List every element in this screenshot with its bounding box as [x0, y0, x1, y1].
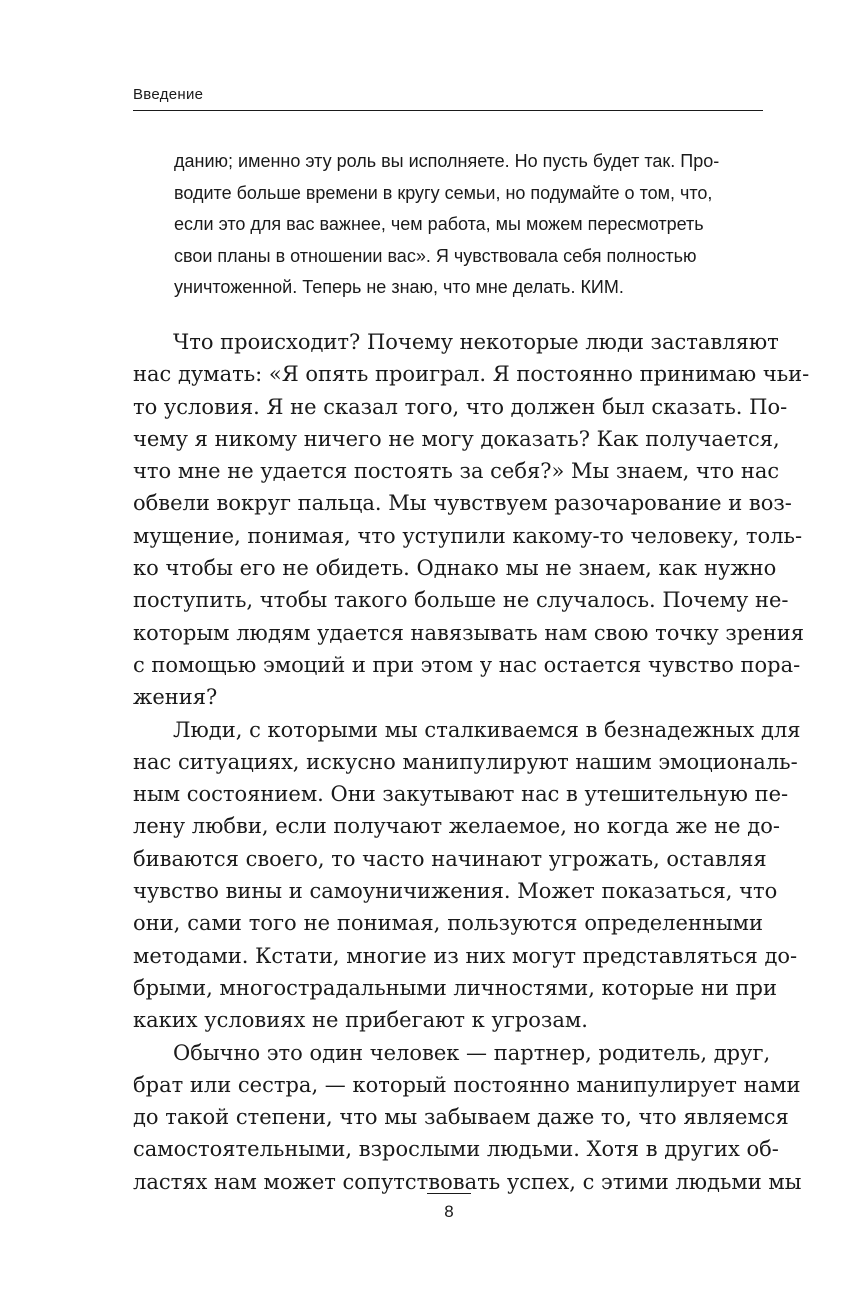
text-line: ластях нам может сопутствовать успех, с этими людьми мы — [133, 1169, 802, 1194]
text-line: мущение, понимая, что уступили какому-то человеку, толь- — [133, 523, 803, 548]
header-rule — [133, 110, 763, 111]
quote-line: свои планы в отношении вас». Я чувствовала себя полностью — [174, 245, 697, 266]
text-line: обвели вокруг пальца. Мы чувствуем разочарование и воз- — [133, 491, 792, 516]
text-line: нас ситуациях, искусно манипулируют нашим эмоциональ- — [133, 749, 798, 774]
text-line: что мне не удается постоять за себя?» Мы знаем, что нас — [133, 459, 780, 484]
text-line: чувство вины и самоуничижения. Может показаться, что — [133, 879, 778, 904]
text-line: чему я никому ничего не могу доказать? Как получается, — [133, 426, 780, 451]
text-line: которым людям удается навязывать нам свою точку зрения — [133, 620, 804, 645]
paragraph-3 — [133, 1037, 802, 1198]
text-line: самостоятельными, взрослыми людьми. Хотя в других об- — [133, 1137, 779, 1162]
text-line: жения? — [133, 685, 218, 710]
text-line: ным состоянием. Они закутывают нас в утешительную пе- — [133, 782, 789, 807]
quote-line: если это для вас важнее, чем работа, мы можем пересмотреть — [174, 214, 704, 234]
paragraph-2 — [133, 714, 801, 1037]
text-line: нас думать: «Я опять проиграл. Я постоянно принимаю чьи- — [133, 362, 810, 387]
text-line: с помощью эмоций и при этом у нас остается чувство пора- — [133, 652, 801, 677]
text-line: Что происходит? Почему некоторые люди заставляют — [173, 330, 779, 354]
text-line: методами. Кстати, многие из них могут представляться до- — [133, 943, 798, 968]
text-line: до такой степени, что мы забываем даже то, что являемся — [133, 1105, 789, 1130]
text-line: каких условиях не прибегают к угрозам. — [133, 1008, 588, 1033]
quote-line: данию; именно эту роль вы исполняете. Но пусть будет так. Про- — [174, 151, 720, 171]
text-line: лену любви, если получают желаемое, но когда же не до- — [133, 814, 780, 839]
body-text — [133, 326, 810, 1198]
text-line: брыми, многострадальными личностями, которые ни при — [133, 975, 777, 1000]
text-line: поступить, чтобы такого больше не случалось. Почему не- — [133, 588, 789, 613]
text-line: Обычно это один человек — партнер, родитель, друг, — [173, 1040, 771, 1065]
running-head: Введение — [133, 86, 204, 103]
text-line: брат или сестра, — который постоянно манипулирует нами — [133, 1072, 801, 1097]
page-number: 8 — [444, 1202, 454, 1221]
quote-line: водите больше времени в кругу семьи, но подумайте о том, что, — [174, 182, 713, 203]
text-line: они, сами того не понимая, пользуются определенными — [133, 911, 763, 936]
paragraph-1 — [133, 326, 810, 714]
text-line: биваются своего, то часто начинают угрожать, оставляя — [133, 846, 767, 871]
text-line: то условия. Я не сказал того, что должен был сказать. По- — [133, 394, 788, 419]
text-line: Люди, с которыми мы сталкиваемся в безнадежных для — [173, 717, 801, 742]
quote-block — [174, 146, 734, 304]
quote-line: уничтоженной. Теперь не знаю, что мне делать. КИМ. — [174, 277, 624, 297]
text-line: ко чтобы его не обидеть. Однако мы не знаем, как нужно — [133, 556, 777, 581]
folio-rule — [427, 1193, 471, 1194]
